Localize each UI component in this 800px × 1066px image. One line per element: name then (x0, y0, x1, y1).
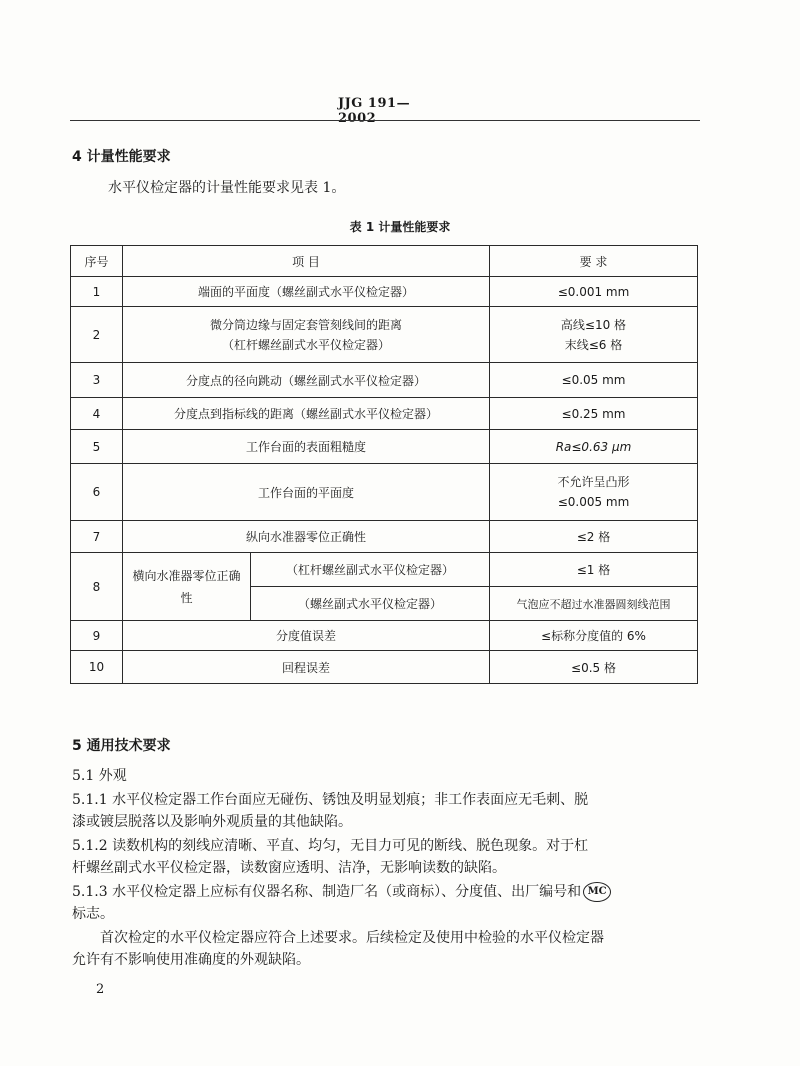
row-req: ≤1 格 (490, 553, 698, 587)
row-no: 3 (71, 363, 123, 398)
table-row (71, 651, 698, 684)
row-group: 横向水准器零位正确性 (123, 553, 251, 621)
row-no: 1 (71, 277, 123, 307)
table-row (71, 430, 698, 464)
header-no: 序号 (71, 246, 123, 277)
clause-5-1-3-text: 5.1.3 水平仪检定器上应标有仪器名称、制造厂名（或商标）、分度值、出厂编号和 (72, 884, 582, 900)
row-no: 10 (71, 651, 123, 684)
row-sub-item: （螺丝副式水平仪检定器） (251, 587, 490, 621)
clause-5-1-3-line2: 标志。 (72, 906, 114, 922)
row-no: 7 (71, 521, 123, 553)
row-item-line: （杠杆螺丝副式水平仪检定器） (221, 337, 390, 352)
row-no: 2 (71, 307, 123, 363)
table-row (71, 621, 698, 651)
row-item: 工作台面的平面度 (123, 464, 490, 521)
row-req (490, 307, 698, 363)
row-item-line: 微分筒边缘与固定套管刻线间的距离 (209, 317, 402, 332)
table-row (71, 521, 698, 553)
paragraph-line1: 首次检定的水平仪检定器应符合上述要求。后续检定及使用中检验的水平仪检定器 (100, 930, 604, 946)
row-item: 分度点的径向跳动（螺丝副式水平仪检定器） (123, 363, 490, 398)
row-req: ≤标称分度值的 6% (490, 621, 698, 651)
row-req-line: ≤0.005 mm (557, 495, 630, 509)
row-item: 分度点到指标线的距离（螺丝副式水平仪检定器） (123, 398, 490, 430)
row-sub-item: （杠杆螺丝副式水平仪检定器） (251, 553, 490, 587)
row-item: 分度值误差 (123, 621, 490, 651)
row-req: Ra≤0.63 μm (490, 430, 698, 464)
table-header-row (71, 246, 698, 277)
clause-5-1-1-line1: 5.1.1 水平仪检定器工作台面应无碰伤、锈蚀及明显划痕；非工作表面应无毛刺、脱 (72, 792, 589, 808)
table-caption: 表 1 计量性能要求 (349, 220, 451, 234)
row-req-line: 不允许呈凸形 (557, 475, 630, 489)
mc-mark-icon: MC (583, 882, 611, 902)
row-no: 9 (71, 621, 123, 651)
row-no: 5 (71, 430, 123, 464)
table-row (71, 398, 698, 430)
row-req: ≤0.05 mm (490, 363, 698, 398)
spec-table (70, 245, 698, 684)
header-item: 项 目 (123, 246, 490, 277)
clause-5-1-3-line1 (72, 880, 611, 904)
row-no: 8 (71, 553, 123, 621)
header-rule (70, 120, 700, 121)
row-item (123, 307, 490, 363)
row-item: 端面的平面度（螺丝副式水平仪检定器） (123, 277, 490, 307)
row-no: 4 (71, 398, 123, 430)
row-req: ≤0.25 mm (490, 398, 698, 430)
row-req: ≤0.5 格 (490, 651, 698, 684)
section-5-heading: 5 通用技术要求 (72, 738, 171, 754)
table-row (71, 464, 698, 521)
table-row (71, 553, 698, 587)
clause-5-1-2-line2: 杆螺丝副式水平仪检定器，读数窗应透明、洁净，无影响读数的缺陷。 (72, 860, 506, 876)
row-req (490, 464, 698, 521)
row-req-line: 末线≤6 格 (564, 337, 623, 352)
clause-5-1: 5.1 外观 (72, 768, 127, 784)
section-4-intro: 水平仪检定器的计量性能要求见表 1。 (108, 180, 346, 196)
table-row (71, 307, 698, 363)
header-req: 要 求 (490, 246, 698, 277)
row-item: 工作台面的表面粗糙度 (123, 430, 490, 464)
clause-5-1-2-line1: 5.1.2 读数机构的刻线应清晰、平直、均匀，无目力可见的断线、脱色现象。对于杠 (72, 838, 589, 854)
row-item: 纵向水准器零位正确性 (123, 521, 490, 553)
clause-5-1-1-line2: 漆或镀层脱落以及影响外观质量的其他缺陷。 (72, 814, 352, 830)
paragraph-line2: 允许有不影响使用准确度的外观缺陷。 (72, 952, 310, 968)
row-item: 回程误差 (123, 651, 490, 684)
row-req-line: 高线≤10 格 (560, 317, 627, 332)
section-4-heading: 4 计量性能要求 (72, 149, 171, 165)
row-req: ≤2 格 (490, 521, 698, 553)
page-number: 2 (96, 982, 105, 997)
table-row (71, 277, 698, 307)
row-req: 气泡应不超过水准器圆刻线范围 (490, 587, 698, 621)
row-no: 6 (71, 464, 123, 521)
row-req: ≤0.001 mm (490, 277, 698, 307)
document-code: JJG 191—2002 (338, 96, 411, 126)
table-row (71, 363, 698, 398)
